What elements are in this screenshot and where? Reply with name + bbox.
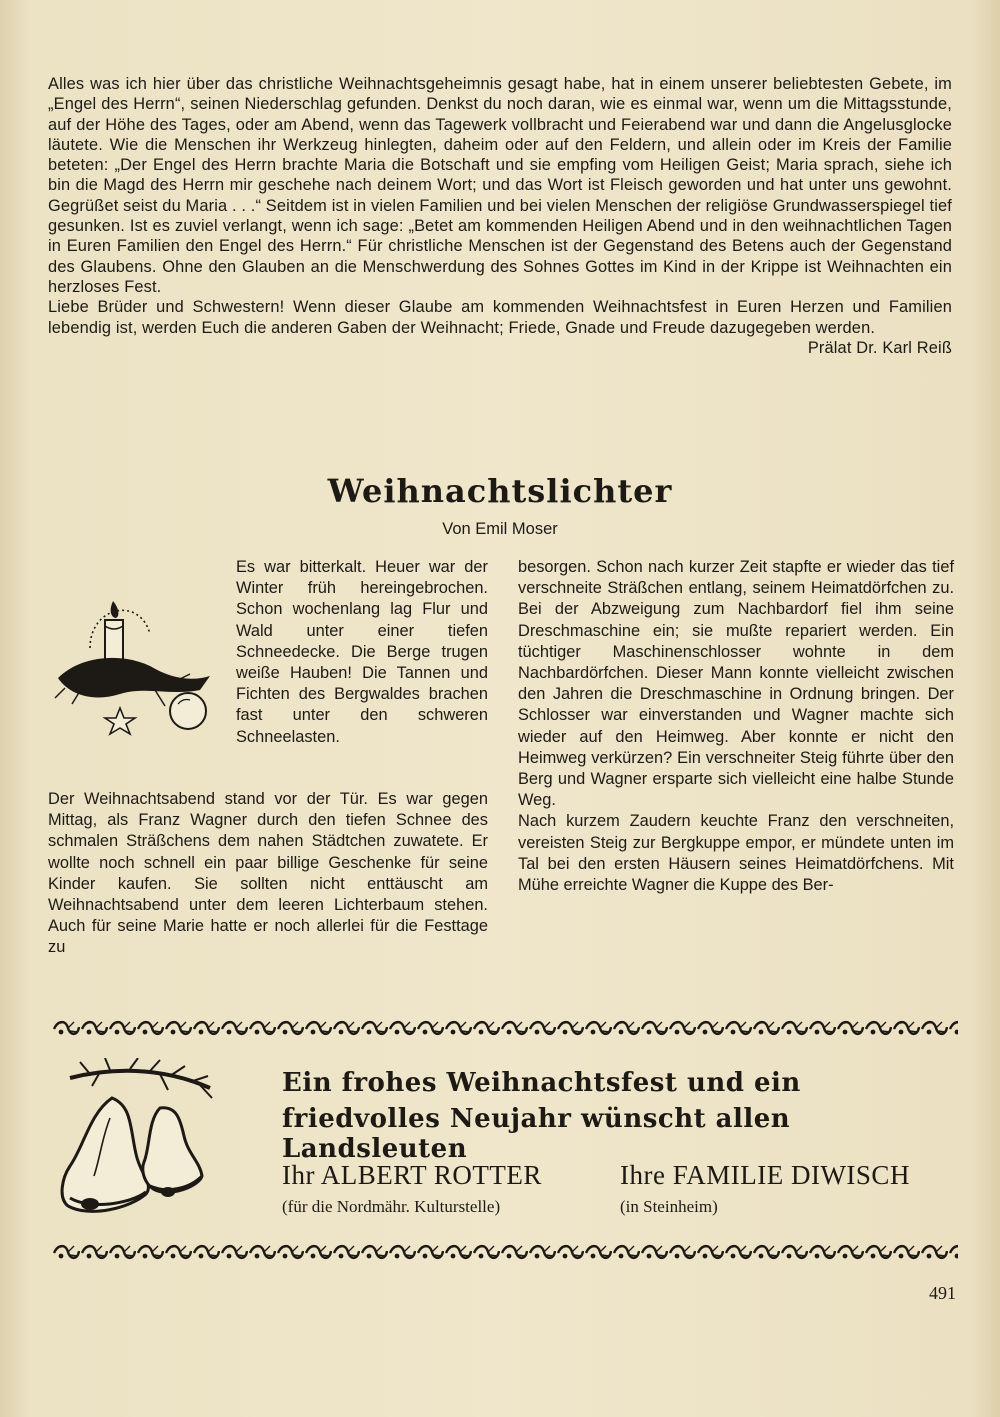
story-paragraph-4: Nach kurzem Zaudern keuchte Franz den verschneiten, vereisten Steig zur Bergkuppe empor, er mündete unten im Tal bei den ersten Häusern seines Heimatdörfchens. Mit Mühe erreichte Wagner die Kuppe des Ber- — [518, 812, 954, 895]
story-title: Weihnachtslichter — [327, 472, 673, 510]
sender-2-name: Ihre FAMILIE DIWISCH — [620, 1160, 910, 1190]
sender-1-subtitle: (für die Nordmähr. Kulturstelle) — [282, 1197, 501, 1216]
intro-text — [48, 74, 952, 358]
story-paragraph-2: Der Weihnachtsabend stand vor der Tür. Es war gegen Mittag, als Franz Wagner durch den tiefen Schnee des schmalen Sträßchens dem nahen Städtchen zuwatete. Er wollte noch schnell ein paar billige Geschenke für seine Kinder kaufen. Sie sollten nicht enttäuscht am Weihnachtsabend unter dem leeren Lichterbaum stehen. Auch für seine Marie hatte er noch allerlei für die Festtage zu — [48, 790, 488, 957]
candle-icon — [50, 586, 215, 746]
story-column-right — [518, 557, 954, 896]
ornamental-border-bottom — [52, 1242, 958, 1264]
signature: Prälat Dr. Karl Reiß — [807, 338, 952, 357]
story-paragraph-3: besorgen. Schon nach kurzer Zeit stapfte er wieder das tief verschneite Sträßchen entlang, seinem Heimatdörfchen zu. Bei der Abzweigung zum Nachbardorf fiel ihm seine Dreschmaschine ein; sie mußte repariert werden. Ein tüchtiger Maschinenschlosser wohnte in dem Nachbardörfchen. Dieser Mann konnte vielleicht zwischen den Jahren die Dreschmaschine in Ordnung bringen. Der Schlosser war einverstanden und Wagner machte sich wieder auf den Heimweg. Aber konnte er nicht den Heimweg verkürzen? Ein verschneiter Steig führte über den Berg und Wagner ersparte sich vielleicht eine halbe Stunde Weg. — [518, 558, 954, 810]
intro-paragraph-2: Liebe Brüder und Schwestern! Wenn dieser Glaube am kommenden Weihnachtsfest in Euren Herzen und Familien lebendig ist, werden Euch die anderen Gaben der Weihnacht; Friede, Gnade und Freude dazugegeben werden. — [48, 298, 952, 337]
christmas-bells-icon — [50, 1058, 215, 1224]
sender-1-name: Ihr ALBERT ROTTER — [282, 1160, 542, 1190]
ornamental-border-top — [52, 1018, 958, 1040]
intro-paragraph-1: Alles was ich hier über das christliche Weihnachtsgeheimnis gesagt habe, hat in einem unserer beliebtesten Gebete, im „Engel des Herrn“, seinen Niederschlag gefunden. Denkst du noch daran, wie es einmal war, wenn um die Mittagsstunde, auf der Höhe des Tages, oder am Abend, wenn das Tagewerk vollbracht und Feierabend war und dann die Angelusglocke läutete. Wie die Menschen ihr Werkzeug hinlegten, daheim oder auf den Feldern, und allein oder im Kreis der Familie beteten: „Der Engel des Herrn brachte Maria die Botschaft und sie empfing vom Heiligen Geist; Maria sprach, siehe ich bin die Magd des Herrn mir geschehe nach deinem Wort; und das Wort ist Fleisch geworden und hat unter uns gewohnt. Gegrüßet seist du Maria . . .“ Seitdem ist in vielen Familien und bei vielen Menschen der religiöse Grundwasserspiegel tief gesunken. Ist es zuviel verlangt, wenn ich sage: „Betet am kommenden Heiligen Abend und in den weihnachtlichen Tagen in Euren Familien den Engel des Herrn.“ Für christliche Menschen ist der Gegenstand des Betens auch der Gegenstand des Glaubens. Ohne den Glauben an die Menschwerdung des Sohnes Gottes im Kind in der Krippe ist Weihnachten ein herzloses Fest. — [48, 75, 952, 296]
story-column-left-top — [236, 557, 488, 748]
greeting-line-2: friedvolles Neujahr wünscht allen Landsleuten — [282, 1104, 791, 1164]
story-column-left — [48, 789, 488, 959]
story-byline: Von Emil Moser — [442, 520, 558, 538]
greeting-line-1: Ein frohes Weihnachtsfest und ein — [282, 1068, 801, 1098]
story-paragraph-1: Es war bitterkalt. Heuer war der Winter früh hereingebrochen. Schon wochenlang lag Flur und Wald unter einer tiefen Schneedecke. Die Berge trugen weiße Hauben! Die Tannen und Fichten des Bergwaldes brachen fast unter den schweren Schneelasten. — [236, 558, 488, 746]
sender-2-subtitle: (in Steinheim) — [620, 1197, 718, 1216]
page-number: 491 — [929, 1283, 956, 1303]
